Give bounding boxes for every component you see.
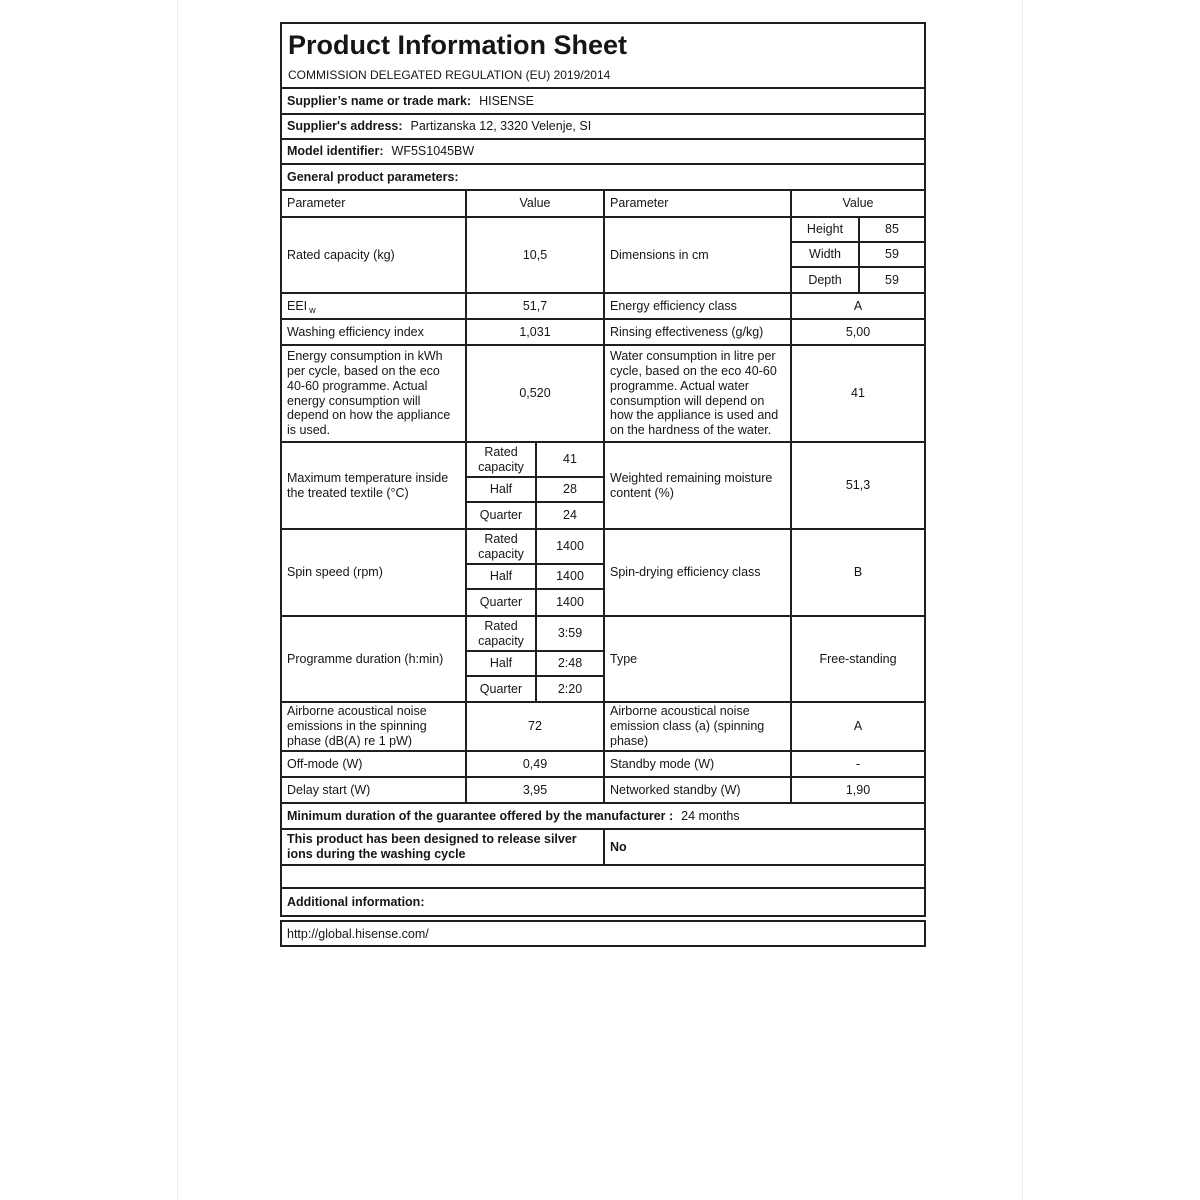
supplier-name-label: Supplier’s name or trade mark: bbox=[287, 93, 472, 108]
off-mode-value: 0,49 bbox=[467, 752, 605, 776]
website-url: http://global.hisense.com/ bbox=[287, 926, 429, 941]
header-parameter-1: Parameter bbox=[282, 191, 467, 216]
washing-index-label: Washing efficiency index bbox=[282, 320, 467, 344]
off-mode-row bbox=[282, 752, 924, 778]
duration-half-value: 2:48 bbox=[557, 656, 583, 671]
eei-value: 51,7 bbox=[467, 294, 605, 318]
header-value-1: Value bbox=[467, 191, 605, 216]
max-temp-half-label: Half bbox=[467, 478, 537, 501]
spin-speed-label: Spin speed (rpm) bbox=[282, 530, 467, 615]
spin-rated-label: Rated capacity bbox=[467, 530, 537, 563]
page-edge-left bbox=[177, 0, 178, 1200]
networked-standby-value: 1,90 bbox=[845, 782, 871, 797]
dimension-depth-row bbox=[792, 268, 924, 292]
duration-half-row bbox=[467, 652, 603, 677]
energy-consumption-label: Energy consumption in kWh per cycle, based on the eco 40-60 programme. Actual energy consumption will depend on how the appliance is used. bbox=[282, 346, 467, 441]
spin-quarter-row bbox=[467, 590, 603, 615]
model-identifier-label: Model identifier: bbox=[287, 144, 384, 159]
energy-class-value: A bbox=[853, 298, 863, 313]
standby-label: Standby mode (W) bbox=[605, 752, 792, 776]
spin-rated-row bbox=[467, 530, 603, 565]
max-temp-half-value: 28 bbox=[563, 482, 577, 497]
dimension-height-value: 85 bbox=[885, 222, 899, 237]
water-consumption-label: Water consumption in litre per cycle, based on the eco 40-60 programme. Actual water consumption will depend on how the appliance is used and on the hardness of the water. bbox=[605, 346, 792, 441]
type-label: Type bbox=[605, 617, 792, 701]
programme-duration-row bbox=[282, 617, 924, 703]
delay-start-value: 3,95 bbox=[467, 778, 605, 802]
dimension-width-value: 59 bbox=[885, 247, 899, 262]
water-consumption-value: 41 bbox=[851, 386, 865, 401]
supplier-name-cell bbox=[282, 89, 924, 113]
eei-label: EEI bbox=[287, 298, 308, 313]
empty-row bbox=[282, 866, 924, 889]
type-value: Free-standing bbox=[819, 651, 897, 666]
eei-row bbox=[282, 294, 924, 320]
off-mode-label: Off-mode (W) bbox=[282, 752, 467, 776]
silver-ions-value: No bbox=[610, 839, 627, 854]
spin-class-label: Spin-drying efficiency class bbox=[605, 530, 792, 615]
spin-speed-row bbox=[282, 530, 924, 617]
spin-quarter-label: Quarter bbox=[467, 590, 537, 615]
max-temp-half-row bbox=[467, 478, 603, 503]
max-temperature-subtable bbox=[467, 443, 605, 528]
additional-info-label: Additional information: bbox=[287, 894, 425, 909]
regulation-subtitle: COMMISSION DELEGATED REGULATION (EU) 2019/2014 bbox=[288, 68, 611, 82]
product-info-table bbox=[280, 22, 926, 917]
page-title: Product Information Sheet bbox=[288, 30, 628, 60]
dimension-width-row bbox=[792, 243, 924, 268]
delay-start-row bbox=[282, 778, 924, 804]
spin-half-label: Half bbox=[467, 565, 537, 588]
washing-index-row bbox=[282, 320, 924, 346]
supplier-address-cell bbox=[282, 115, 924, 138]
dimensions-label: Dimensions in cm bbox=[605, 218, 792, 292]
spin-half-row bbox=[467, 565, 603, 590]
column-header-row bbox=[282, 191, 924, 218]
energy-consumption-value: 0,520 bbox=[467, 346, 605, 441]
spin-half-value: 1400 bbox=[556, 569, 584, 584]
noise-row bbox=[282, 703, 924, 752]
spin-speed-subtable bbox=[467, 530, 605, 615]
moisture-label: Weighted remaining moisture content (%) bbox=[605, 443, 792, 528]
header-value-2: Value bbox=[842, 196, 874, 211]
guarantee-label: Minimum duration of the guarantee offered by the manufacturer : bbox=[287, 808, 674, 823]
guarantee-cell bbox=[282, 804, 924, 828]
spin-quarter-value: 1400 bbox=[556, 595, 584, 610]
max-temp-quarter-row bbox=[467, 503, 603, 528]
title-cell bbox=[282, 24, 924, 87]
duration-rated-row bbox=[467, 617, 603, 652]
dimension-depth-value: 59 bbox=[885, 272, 899, 287]
dimension-height-label: Height bbox=[792, 218, 860, 241]
website-box bbox=[280, 920, 926, 947]
duration-rated-value: 3:59 bbox=[557, 626, 583, 641]
silver-ions-row bbox=[282, 830, 924, 866]
spin-class-value: B bbox=[853, 565, 863, 580]
silver-ions-label: This product has been designed to release silver ions during the washing cycle bbox=[282, 830, 605, 864]
max-temp-quarter-value: 24 bbox=[563, 508, 577, 523]
title-row bbox=[282, 24, 924, 89]
eei-label-subscript: w bbox=[309, 304, 316, 315]
model-identifier-value: WF5S1045BW bbox=[391, 144, 475, 159]
noise-value: 72 bbox=[467, 703, 605, 750]
networked-standby-label: Networked standby (W) bbox=[605, 778, 792, 802]
duration-quarter-label: Quarter bbox=[467, 677, 537, 701]
eei-label-cell bbox=[282, 294, 467, 318]
model-identifier-row bbox=[282, 140, 924, 165]
general-parameters-row bbox=[282, 165, 924, 191]
programme-duration-label: Programme duration (h:min) bbox=[282, 617, 467, 701]
rated-capacity-value: 10,5 bbox=[467, 218, 605, 292]
supplier-address-label: Supplier's address: bbox=[287, 119, 403, 134]
max-temp-rated-label: Rated capacity bbox=[467, 443, 537, 476]
dimension-width-label: Width bbox=[792, 243, 860, 266]
model-identifier-cell bbox=[282, 140, 924, 163]
page-edge-right bbox=[1022, 0, 1023, 1200]
consumption-row bbox=[282, 346, 924, 443]
energy-class-label: Energy efficiency class bbox=[605, 294, 792, 318]
noise-label: Airborne acoustical noise emissions in the spinning phase (dB(A) re 1 pW) bbox=[282, 703, 467, 750]
duration-rated-label: Rated capacity bbox=[467, 617, 537, 650]
guarantee-row bbox=[282, 804, 924, 830]
noise-class-value: A bbox=[853, 719, 863, 734]
duration-quarter-value: 2:20 bbox=[557, 681, 583, 696]
dimension-height-row bbox=[792, 218, 924, 243]
moisture-value: 51,3 bbox=[845, 478, 871, 493]
max-temperature-label: Maximum temperature inside the treated textile (°C) bbox=[282, 443, 467, 528]
rinsing-label: Rinsing effectiveness (g/kg) bbox=[605, 320, 792, 344]
empty-cell bbox=[282, 866, 924, 887]
dimension-depth-label: Depth bbox=[792, 268, 860, 292]
standby-value: - bbox=[855, 756, 861, 771]
supplier-name-value: HISENSE bbox=[479, 93, 534, 108]
noise-class-label: Airborne acoustical noise emission class (a) (spinning phase) bbox=[605, 703, 792, 750]
supplier-address-value: Partizanska 12, 3320 Velenje, SI bbox=[410, 119, 592, 134]
programme-duration-subtable bbox=[467, 617, 605, 701]
spin-rated-value: 1400 bbox=[556, 539, 584, 554]
rated-capacity-row bbox=[282, 218, 924, 294]
washing-index-value: 1,031 bbox=[467, 320, 605, 344]
duration-half-label: Half bbox=[467, 652, 537, 675]
max-temp-rated-value: 41 bbox=[563, 452, 577, 467]
supplier-name-row bbox=[282, 89, 924, 115]
additional-info-row bbox=[282, 889, 924, 915]
max-temp-rated-row bbox=[467, 443, 603, 478]
rated-capacity-label: Rated capacity (kg) bbox=[282, 218, 467, 292]
guarantee-value: 24 months bbox=[681, 808, 740, 823]
duration-quarter-row bbox=[467, 677, 603, 701]
rinsing-value: 5,00 bbox=[845, 324, 871, 339]
delay-start-label: Delay start (W) bbox=[282, 778, 467, 802]
supplier-address-row bbox=[282, 115, 924, 140]
max-temperature-row bbox=[282, 443, 924, 530]
max-temp-quarter-label: Quarter bbox=[467, 503, 537, 528]
general-parameters-label: General product parameters: bbox=[287, 169, 459, 184]
header-parameter-2: Parameter bbox=[605, 191, 792, 216]
dimensions-subtable bbox=[792, 218, 924, 292]
